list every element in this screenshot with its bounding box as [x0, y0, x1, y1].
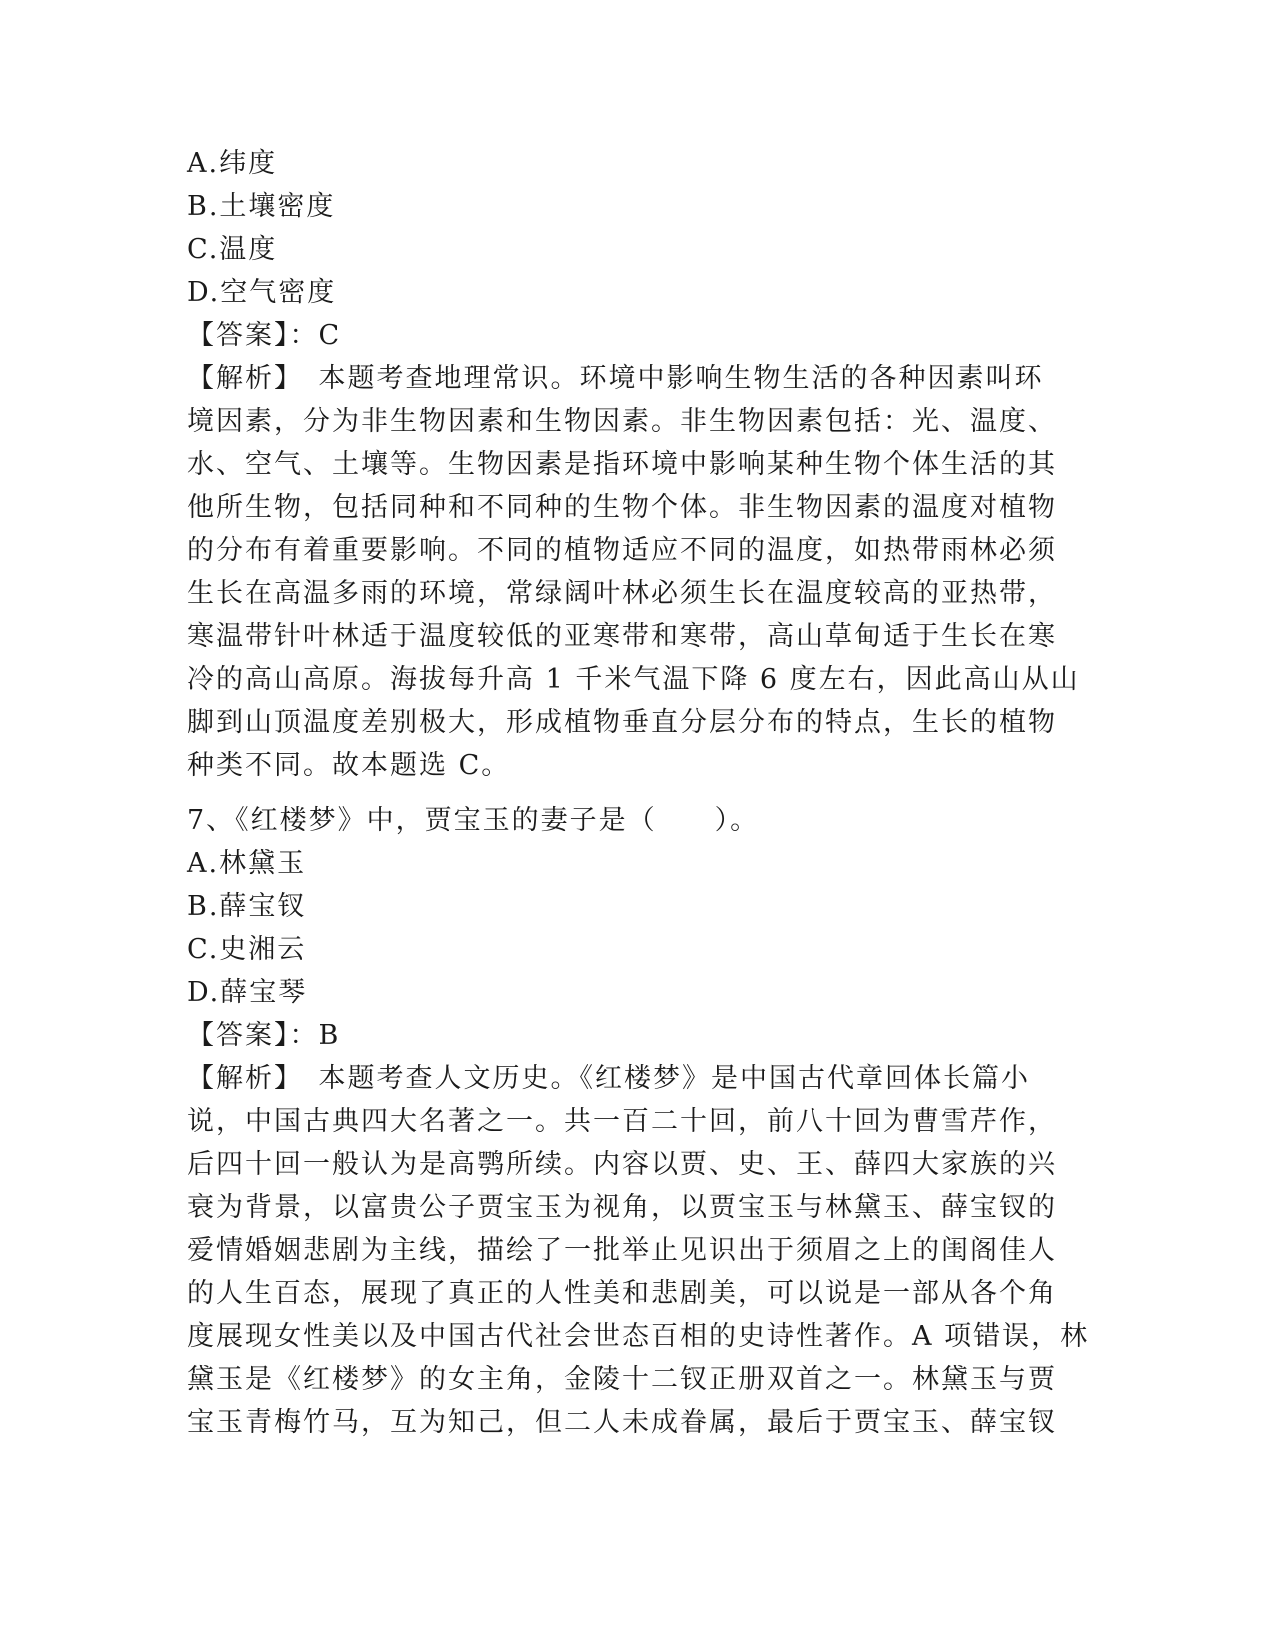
spacer — [187, 787, 1087, 799]
option-c: C.史湘云 — [187, 934, 307, 965]
analysis-line: 后四十回一般认为是高鹗所续。内容以贾、史、王、薛四大家族的兴 — [187, 1149, 1057, 1180]
answer-line: 【答案】：B — [187, 1020, 341, 1051]
analysis-text: 本题考查人文历史。《红楼梦》是中国古代章回体长篇小 — [289, 1063, 1030, 1094]
analysis-line: 爱情婚姻悲剧为主线，描绘了一批举止见识出于须眉之上的闺阁佳人 — [187, 1235, 1057, 1266]
analysis-line — [187, 357, 1087, 400]
analysis-line: 说，中国古典四大名著之一。共一百二十回，前八十回为曹雪芹作， — [187, 1106, 1057, 1137]
analysis-line: 的分布有着重要影响。不同的植物适应不同的温度，如热带雨林必须 — [187, 535, 1057, 566]
analysis-label: 【解析】 — [187, 363, 290, 394]
document-page — [187, 142, 1090, 1444]
option-c: C.温度 — [187, 234, 278, 265]
analysis-line — [187, 1057, 1087, 1100]
option-b: B.薛宝钗 — [187, 891, 307, 922]
option-a: A.林黛玉 — [187, 848, 307, 879]
answer-line: 【答案】：C — [187, 320, 342, 351]
question-7-block — [187, 799, 1090, 1444]
analysis-label: 【解析】 — [187, 1063, 290, 1094]
analysis-line: 寒温带针叶林适于温度较低的亚寒带和寒带，高山草甸适于生长在寒 — [187, 621, 1057, 652]
analysis-line: 的人生百态，展现了真正的人性美和悲剧美，可以说是一部从各个角 — [187, 1278, 1057, 1309]
analysis-line: 宝玉青梅竹马，互为知己，但二人未成眷属，最后于贾宝玉、薛宝钗 — [187, 1407, 1057, 1438]
option-d: D.空气密度 — [187, 277, 337, 308]
option-d: D.薛宝琴 — [187, 977, 308, 1008]
analysis-line: 衰为背景，以富贵公子贾宝玉为视角，以贾宝玉与林黛玉、薛宝钗的 — [187, 1192, 1057, 1223]
analysis-line: 度展现女性美以及中国古代社会世态百相的史诗性著作。A 项错误，林 — [187, 1321, 1090, 1352]
option-a: A.纬度 — [187, 148, 278, 179]
option-b: B.土壤密度 — [187, 191, 336, 222]
analysis-line: 种类不同。故本题选 C。 — [187, 750, 511, 781]
analysis-line: 他所生物，包括同种和不同种的生物个体。非生物因素的温度对植物 — [187, 492, 1057, 523]
analysis-text: 本题考查地理常识。环境中影响生物生活的各种因素叫环 — [289, 363, 1044, 394]
analysis-line: 冷的高山高原。海拔每升高 1 千米气温下降 6 度左右，因此高山从山 — [187, 664, 1080, 695]
analysis-block — [187, 1057, 1090, 1444]
analysis-line: 脚到山顶温度差别极大，形成植物垂直分层分布的特点，生长的植物 — [187, 707, 1057, 738]
analysis-line: 黛玉是《红楼梦》的女主角，金陵十二钗正册双首之一。林黛玉与贾 — [187, 1364, 1057, 1395]
analysis-line: 生长在高温多雨的环境，常绿阔叶林必须生长在温度较高的亚热带， — [187, 578, 1057, 609]
question-text: 7、《红楼梦》中，贾宝玉的妻子是（ ）。 — [187, 805, 760, 836]
analysis-line: 水、空气、土壤等。生物因素是指环境中影响某种生物个体生活的其 — [187, 449, 1057, 480]
analysis-line: 境因素，分为非生物因素和生物因素。非生物因素包括：光、温度、 — [187, 406, 1057, 437]
analysis-block — [187, 357, 1087, 787]
question-6-block — [187, 142, 1087, 787]
